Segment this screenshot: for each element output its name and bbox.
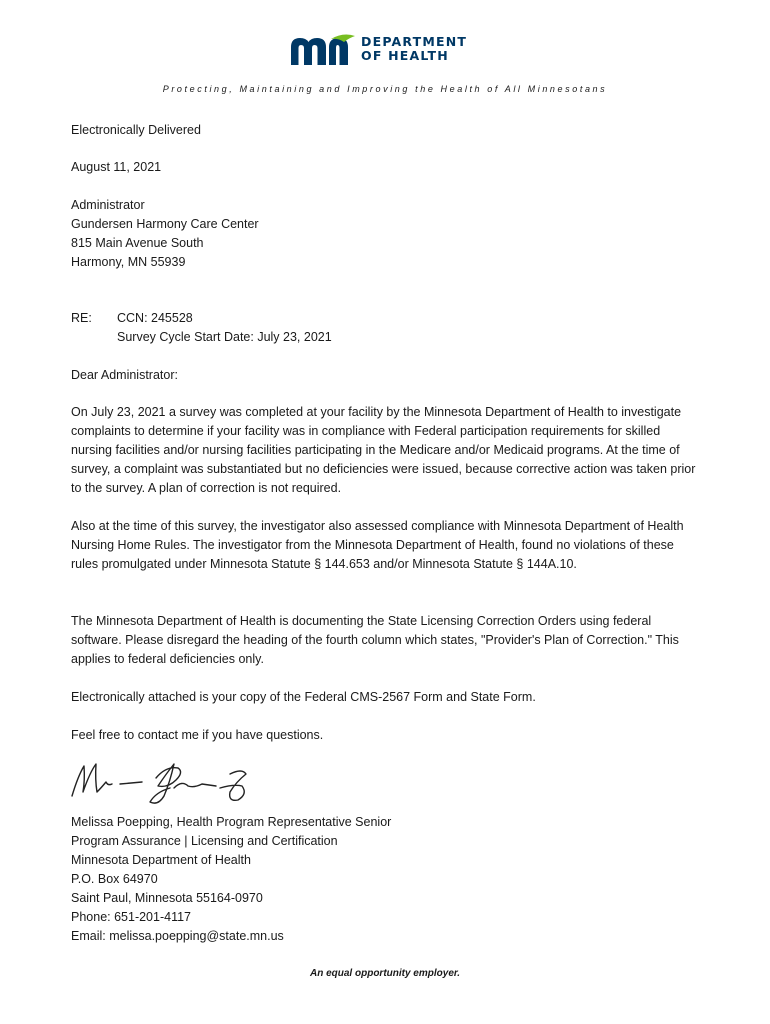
recipient-address xyxy=(71,196,259,272)
signature-line: Saint Paul, Minnesota 55164-0970 xyxy=(71,891,263,905)
delivery-method: Electronically Delivered xyxy=(71,123,201,137)
mdh-logo xyxy=(289,33,489,67)
letter-date: August 11, 2021 xyxy=(71,160,162,174)
signature-line: P.O. Box 64970 xyxy=(71,872,158,886)
signature-line: Phone: 651-201-4117 xyxy=(71,910,192,924)
tagline: Protecting, Maintaining and Improving the Health of All Minnesotans xyxy=(162,84,608,94)
recipient-line: Harmony, MN 55939 xyxy=(71,255,186,269)
paragraph: The Minnesota Department of Health is documenting the State Licensing Correction Orders using federal software. Please disregard the heading of the fourth column which states, "Provider's Plan of Correction." This applies to federal deficiencies only. xyxy=(71,614,679,666)
salutation: Dear Administrator: xyxy=(71,368,178,382)
signature-line: Melissa Poepping, Health Program Representative Senior xyxy=(71,815,392,829)
signature-line: Email: melissa.poepping@state.mn.us xyxy=(71,929,284,943)
signature-line: Program Assurance | Licensing and Certification xyxy=(71,834,338,848)
recipient-line: 815 Main Avenue South xyxy=(71,236,204,250)
paragraph: Feel free to contact me if you have questions. xyxy=(71,728,324,742)
signature-block xyxy=(71,813,391,946)
mn-logo-mark-icon xyxy=(289,33,359,67)
handwritten-signature-icon xyxy=(70,758,260,808)
logo-text xyxy=(361,35,467,63)
re-lines xyxy=(117,309,332,347)
recipient-line: Gundersen Harmony Care Center xyxy=(71,217,259,231)
re-label: RE: xyxy=(71,311,92,325)
paragraph: On July 23, 2021 a survey was completed at your facility by the Minnesota Department of Health to investigate complaints to determine if your facility was in compliance with Federal participation requirements for skilled nursing facilities and/or nursing facilities participating in the Medicare and/or Medicaid programs. At the time of survey, a complaint was substantiated but no deficiencies were issued, because corrective action was taken prior to the survey. A plan of correction is not required. xyxy=(71,405,696,495)
recipient-line: Administrator xyxy=(71,198,145,212)
logo-line-1: DEPARTMENT xyxy=(361,34,468,49)
footer-note: An equal opportunity employer. xyxy=(309,968,460,979)
re-line: CCN: 245528 xyxy=(117,311,193,325)
signature-line: Minnesota Department of Health xyxy=(71,853,251,867)
paragraph: Also at the time of this survey, the investigator also assessed compliance with Minnesota Department of Health Nursing Home Rules. The investigator from the Minnesota Department of Health, found no violations of these rules promulgated under Minnesota Statute § 144.653 and/or Minnesota Statute § 144A.10. xyxy=(71,519,684,571)
re-line: Survey Cycle Start Date: July 23, 2021 xyxy=(117,330,332,344)
logo-line-2: OF HEALTH xyxy=(361,48,449,63)
paragraph: Electronically attached is your copy of the Federal CMS-2567 Form and State Form. xyxy=(71,690,536,704)
